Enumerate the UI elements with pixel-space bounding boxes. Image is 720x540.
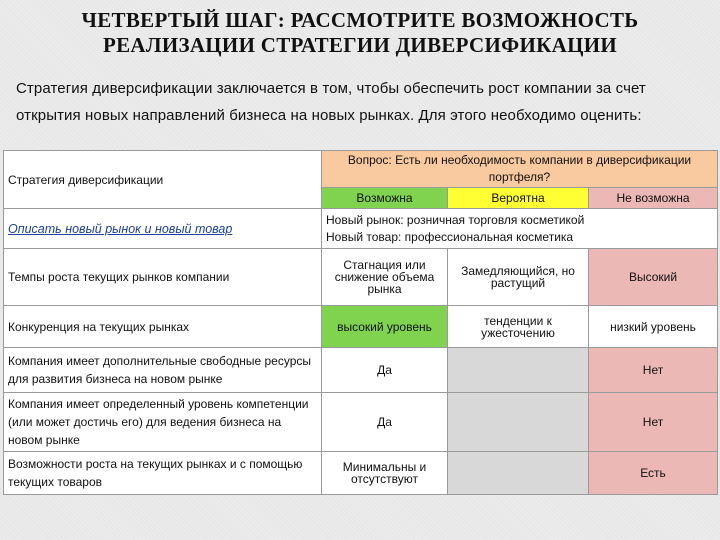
describe-market-link-cell[interactable] (4, 209, 322, 249)
row-cell-possible: Минимальны и отсутствуют (322, 452, 448, 495)
row-cell-impossible: Высокий (589, 249, 718, 306)
new-product-text: Новый товар: профессиональная косметика (326, 229, 574, 244)
slide-title (20, 8, 700, 58)
option-possible: Возможна (322, 188, 448, 209)
option-impossible: Не возможна (589, 188, 718, 209)
question-cell: Вопрос: Есть ли необходимость компании в диверсификации портфеля? (322, 151, 718, 188)
table-row (4, 306, 718, 348)
diversification-table (3, 150, 718, 495)
row-cell-probable (448, 452, 589, 495)
row-cell-probable: Замедляющийся, но растущий (448, 249, 589, 306)
row-cell-possible: Да (322, 348, 448, 393)
slide-title-line-2: РЕАЛИЗАЦИИ СТРАТЕГИИ ДИВЕРСИФИКАЦИИ (102, 33, 618, 57)
row-label: Конкуренция на текущих рынках (4, 306, 322, 348)
table-row (4, 393, 718, 452)
row-label: Компания имеет дополнительные свободные ресурсы для развития бизнеса на новом рынке (4, 348, 322, 393)
row-cell-impossible: Нет (589, 393, 718, 452)
row-cell-possible: Стагнация или снижение объема рынка (322, 249, 448, 306)
intro-text: Стратегия диверсификации заключается в том, чтобы обеспечить рост компании за счет открытия новых направлений бизнеса на новых рынках. Для этого необходимо оценить: (16, 80, 646, 124)
row-cell-probable: тенденции к ужесточению (448, 306, 589, 348)
row-cell-probable (448, 348, 589, 393)
option-probable: Вероятна (448, 188, 589, 209)
row-cell-impossible: Нет (589, 348, 718, 393)
row-label: Темпы роста текущих рынков компании (4, 249, 322, 306)
new-market-text: Новый рынок: розничная торговля косметикой (326, 212, 585, 227)
table-row (4, 249, 718, 306)
row-cell-impossible: Есть (589, 452, 718, 495)
table-row (4, 348, 718, 393)
row-cell-possible: Да (322, 393, 448, 452)
describe-market-link[interactable]: Описать новый рынок и новый товар (8, 221, 233, 236)
row-label: Возможности роста на текущих рынках и с помощью текущих товаров (4, 452, 322, 495)
table-header-row (4, 151, 718, 188)
strategy-label-cell: Стратегия диверсификации (4, 151, 322, 209)
new-market-product-cell (322, 209, 718, 249)
table-row (4, 209, 718, 249)
row-cell-impossible: низкий уровень (589, 306, 718, 348)
slide-title-line-1: ЧЕТВЕРТЫЙ ШАГ: РАССМОТРИТЕ ВОЗМОЖНОСТЬ (81, 8, 639, 32)
row-label: Компания имеет определенный уровень компетенции (или может достичь его) для ведения бизнеса на новом рынке (4, 393, 322, 452)
row-cell-probable (448, 393, 589, 452)
table-row (4, 452, 718, 495)
row-cell-possible: высокий уровень (322, 306, 448, 348)
